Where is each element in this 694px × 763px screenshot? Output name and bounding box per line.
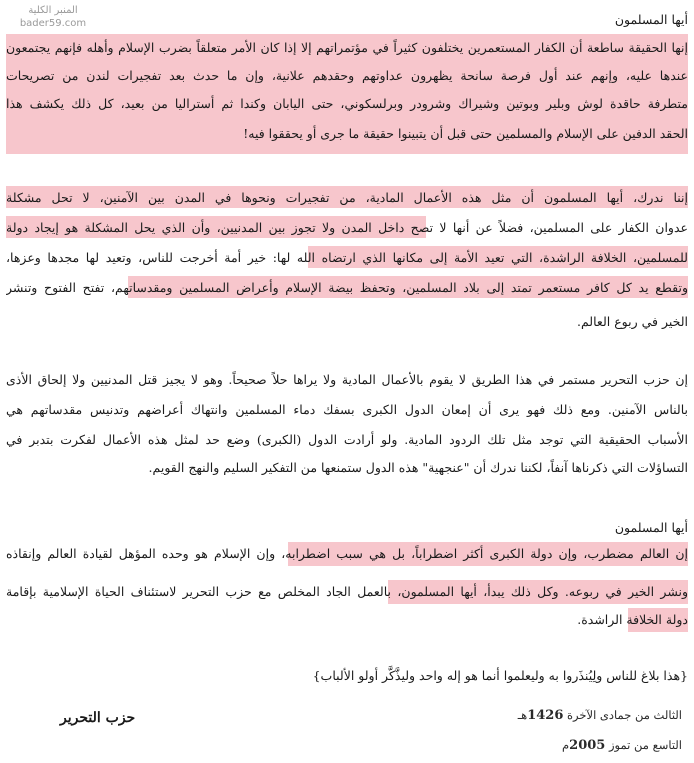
date-hijri-year: 1426 bbox=[527, 708, 564, 723]
para4-line-3: دولة الخلافة الراشدة. bbox=[577, 612, 688, 627]
signature: حزب التحرير bbox=[60, 710, 136, 726]
para1-line-2: عندها عليه، وإنهم عند أول فرصة سانحة يظهرون عداوتهم وحقدهم علانية، وإن ما حدث بعد تفجيرات لندن من تصريحات bbox=[6, 68, 688, 83]
para2-line-1: إننا ندرك، أيها المسلمون أن مثل هذه الأعمال المادية، من تفجيرات ونحوها في المدن بين الآمنين، لا تحل مشكلة bbox=[6, 190, 688, 205]
date-hijri bbox=[518, 708, 682, 723]
date-hijri-suffix: هـ bbox=[517, 708, 528, 722]
para1-line-4: الحقد الدفين على الإسلام والمسلمين حتى قبل أن يتبينوا حقيقة ما جرى أو يحققوا فيه! bbox=[243, 126, 688, 141]
salutation-1: أيها المسلمون bbox=[614, 12, 688, 27]
watermark-url: bader59.com bbox=[19, 18, 87, 29]
para3-line-4: التساؤلات التي ذكرناها آنفاً، لكننا ندرك أن "عنجهية" هذه الدول ستمنعها من التفكير السليم والنهج القويم. bbox=[148, 460, 688, 475]
para3-line-2: بالناس الآمنين. ومع ذلك فهو يرى أن إمعان الدول الكبرى بسفك دماء المسلمين وانتهاك أعراضهم وتدنيس مقدساتهم هي bbox=[6, 402, 688, 417]
date-greg-suffix: م bbox=[562, 738, 570, 752]
salutation-2: أيها المسلمون bbox=[614, 520, 688, 535]
para2-line-2: عدوان الكفار على المسلمين، فضلاً عن أنها لا تصح داخل المدن ولا تجوز بين المدنيين، وأن الذي يحل المشكلة هو إيجاد دولة bbox=[6, 220, 688, 235]
para4-line-1: إن العالم مضطرب، وإن دولة الكبرى أكثر اضطراباً، بل هي سبب اضطرابه، وإن الإسلام هو وحده المؤهل لقيادة العالم وإنقاذه bbox=[6, 546, 688, 561]
watermark-arabic: المنبر الكلية bbox=[28, 5, 78, 16]
para2-line-3: للمسلمين، الخلافة الراشدة، التي تعيد الأمة إلى مكانها الذي ارتضاه الله لها: خير أمة أخرجت للناس، وتعيد لها مجدها وعزها، bbox=[6, 250, 688, 265]
para2-line-5: الخير في ربوع العالم. bbox=[577, 314, 688, 329]
para1-line-3: متطرفة حاقدة لوش وبلير وبوتين وشيراك وشرودر وبرلسكوني، حتى اليابان وكندا ثم أستراليا من بعيد، كل ذلك يكشف هذا bbox=[6, 96, 688, 111]
para4-line-2: ونشر الخير في ربوعه. وكل ذلك يبدأ، أيها المسلمون، بالعمل الجاد المخلص مع حزب التحرير لاستئناف الحياة الإسلامية بإقامة bbox=[6, 584, 688, 599]
para3-line-1: إن حزب التحرير مستمر في هذا الطريق لا يقوم بالأعمال المادية ولا يراها حلاً صحيحاً. وهو لا يجيز قتل المدنيين ولا إلحاق الأذى bbox=[6, 372, 688, 387]
para2-line-4: وتقطع يد كل كافر مستعمر تمتد إلى بلاد المسلمين، وتحفظ بيضة الإسلام وأعراض المسلمين ومقدساتهم، تفتح الفتوح وتنشر bbox=[6, 280, 688, 295]
quran-quote: {هذا بلاغ للناس ولِيُنذَروا به وليعلموا أنما هو إله واحد وليذَّكَّر أولو الألباب} bbox=[312, 668, 688, 683]
date-greg-prefix: التاسع من تموز bbox=[609, 738, 682, 752]
date-gregorian bbox=[562, 738, 682, 753]
para1-line-1: إنها الحقيقة ساطعة أن الكفار المستعمرين يختلفون كثيراً في مؤتمراتهم إلا إذا كان الأمر متعلقاً بضرب الإسلام وأهله فإنهم يجتمعون bbox=[6, 40, 688, 55]
date-greg-year: 2005 bbox=[569, 738, 606, 753]
para3-line-3: الأسباب الحقيقية التي توجد مثل تلك الردود المادية. ولو أرادت الدول (الكبرى) وضع حد لمثل هذه الأعمال لفكرت بتدبر في bbox=[6, 432, 688, 447]
date-hijri-prefix: الثالث من جمادى الآخرة bbox=[567, 708, 682, 722]
